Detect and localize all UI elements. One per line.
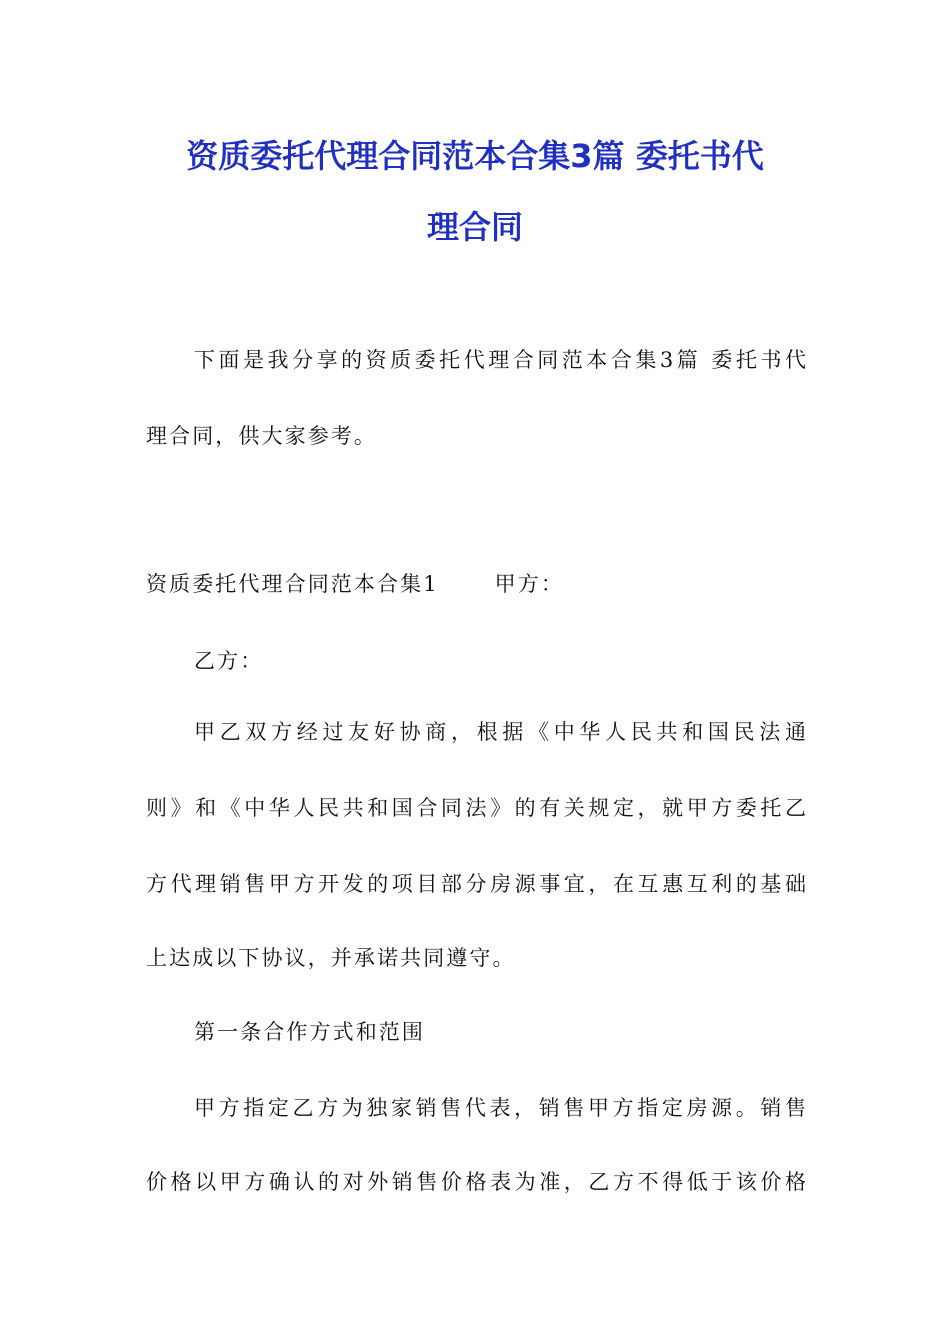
intro-line-1: 下面是我分享的资质委托代理合同范本合集3篇 委托书代 — [194, 348, 806, 372]
paragraph-1-line-3: 方代理销售甲方开发的项目部分房源事宜，在互惠互利的基础 — [146, 872, 806, 896]
paragraph-2-line-2: 价格以甲方确认的对外销售价格表为准，乙方不得低于该价格 — [146, 1170, 806, 1194]
paragraph-1-line-2: 则》和《中华人民共和国合同法》的有关规定，就甲方委托乙 — [146, 796, 806, 820]
paragraph-1-line-1: 甲乙双方经过友好协商，根据《中华人民共和国民法通 — [194, 720, 806, 744]
party-a-label: 甲方： — [494, 572, 564, 596]
paragraph-2-line-1: 甲方指定乙方为独家销售代表，销售甲方指定房源。销售 — [194, 1096, 806, 1120]
paragraph-1-line-4: 上达成以下协议，并承诺共同遵守。 — [146, 946, 516, 970]
section-heading: 资质委托代理合同范本合集1 — [146, 572, 439, 596]
article-1-heading: 第一条合作方式和范围 — [194, 1020, 425, 1044]
document-title-line-2: 理合同 — [426, 208, 523, 246]
party-b-label: 乙方： — [194, 649, 264, 673]
document-title-line-1: 资质委托代理合同范本合集3篇 委托书代 — [186, 137, 764, 175]
intro-line-2: 理合同，供大家参考。 — [146, 424, 377, 448]
section-heading-row — [146, 569, 806, 599]
